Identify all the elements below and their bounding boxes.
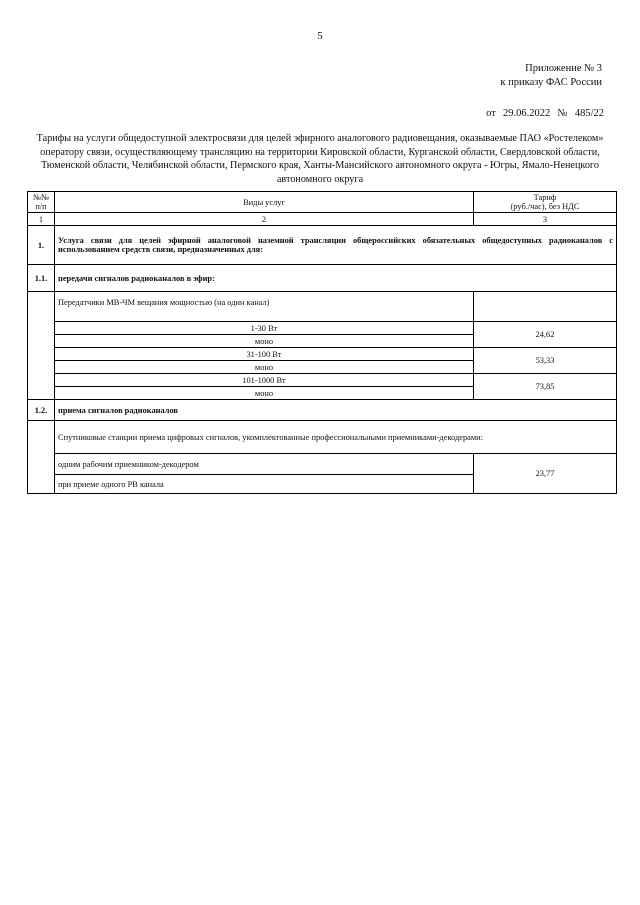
appendix-line: Приложение № 3 bbox=[525, 63, 602, 74]
receiver-line-2: при приеме одного РВ канала bbox=[55, 475, 474, 494]
order-reference bbox=[486, 108, 604, 119]
satellite-row bbox=[28, 421, 617, 454]
mode-value: моно bbox=[55, 335, 474, 348]
header-tariff-line1: Тариф bbox=[533, 193, 557, 202]
transmitters-label: Передатчики МВ-ЧМ вещания мощностью (на один канал) bbox=[55, 292, 474, 322]
header-tariff-line2: (руб./час), без НДС bbox=[510, 202, 580, 211]
column-index-1: 1 bbox=[28, 213, 55, 226]
tariff-value: 24,62 bbox=[474, 322, 617, 348]
page-number: 5 bbox=[317, 30, 323, 42]
header-number bbox=[28, 192, 55, 213]
receiver-line-1: одним рабочим приемником-декодером bbox=[55, 454, 474, 475]
appendix-header bbox=[500, 62, 602, 90]
transmitters-row bbox=[28, 292, 617, 322]
header-number-line1: №№ bbox=[33, 193, 49, 202]
satellite-number-cell bbox=[28, 421, 55, 494]
appendix-order-ref: к приказу ФАС России bbox=[500, 77, 602, 88]
power-row bbox=[28, 348, 617, 361]
receiver-tariff-value: 23,77 bbox=[474, 454, 617, 494]
section-1-1-row bbox=[28, 265, 617, 292]
order-number-sign: № bbox=[557, 108, 568, 119]
power-value: 1-30 Вт bbox=[55, 322, 474, 335]
tariff-value: 53,33 bbox=[474, 348, 617, 374]
power-row bbox=[28, 322, 617, 335]
section-1-text: Услуга связи для целей эфирной аналоговой наземной трансляции общероссийских обязательных общедоступных радиоканалов с использованием средств связи, предназначенных для: bbox=[55, 226, 617, 265]
satellite-label: Спутниковые станции приема цифровых сигналов, укомплектованные профессиональными приемниками-декодерами: bbox=[55, 421, 617, 454]
power-value: 101-1000 Вт bbox=[55, 374, 474, 387]
section-1-row bbox=[28, 226, 617, 265]
receiver-row bbox=[28, 454, 617, 475]
section-1-2-number: 1.2. bbox=[28, 400, 55, 421]
mode-value: моно bbox=[55, 387, 474, 400]
column-index-row bbox=[28, 213, 617, 226]
document-title: Тарифы на услуги общедоступной электросвязи для целей эфирного аналогового радиовещания, оказываемые ПАО «Ростелеком» оператору связи, осуществляющему трансляцию на территории Кировской области, Курганской области, Свердловской области, Тюменской области, Челябинской области, Пермского края, Ханты-Мансийского автономного округа - Югры, Ямало-Ненецкого автономного округа bbox=[36, 133, 604, 185]
section-1-number: 1. bbox=[28, 226, 55, 265]
mode-value: моно bbox=[55, 361, 474, 374]
section-1-2-row bbox=[28, 400, 617, 421]
section-1-2-text: приема сигналов радиоканалов bbox=[55, 400, 617, 421]
tariff-value: 73,85 bbox=[474, 374, 617, 400]
column-index-3: 3 bbox=[474, 213, 617, 226]
order-number: 485/22 bbox=[574, 108, 604, 119]
order-prefix: от bbox=[486, 108, 496, 119]
order-date: 29.06.2022 bbox=[503, 108, 551, 119]
transmitters-number-cell bbox=[28, 292, 55, 400]
transmitters-tariff-empty bbox=[474, 292, 617, 322]
power-row bbox=[28, 374, 617, 387]
power-value: 31-100 Вт bbox=[55, 348, 474, 361]
table-header-row bbox=[28, 192, 617, 213]
header-tariff bbox=[474, 192, 617, 213]
header-service-type: Виды услуг bbox=[55, 192, 474, 213]
tariff-table bbox=[27, 191, 617, 494]
column-index-2: 2 bbox=[55, 213, 474, 226]
header-number-line2: п/п bbox=[35, 202, 47, 211]
section-1-1-text: передачи сигналов радиоканалов в эфир: bbox=[55, 265, 617, 292]
section-1-1-number: 1.1. bbox=[28, 265, 55, 292]
